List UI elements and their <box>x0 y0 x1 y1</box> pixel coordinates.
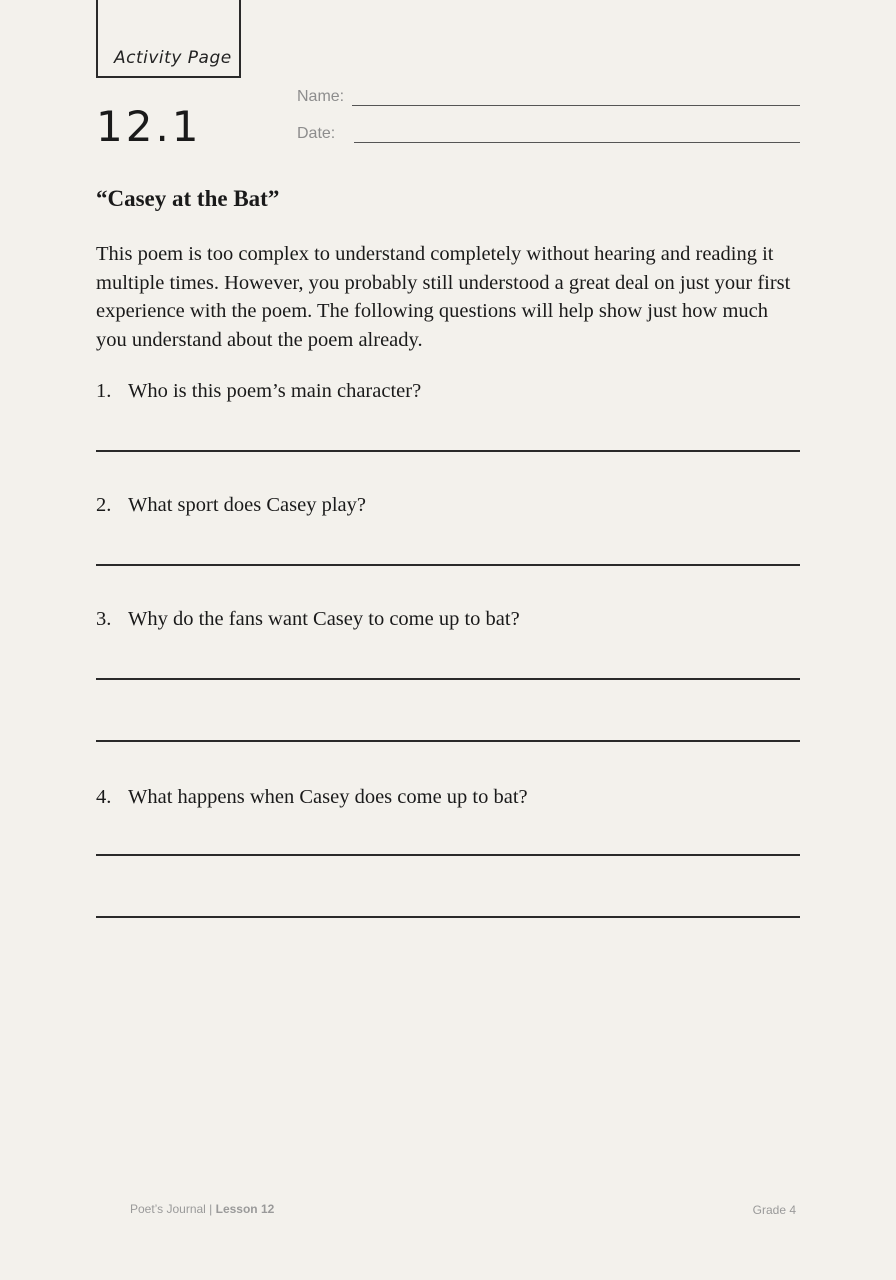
page-title: “Casey at the Bat” <box>96 186 280 211</box>
question-text: Why do the fans want Casey to come up to bat? <box>128 608 520 630</box>
name-line[interactable] <box>352 105 800 106</box>
name-label: Name: <box>297 88 345 105</box>
answer-line-1[interactable] <box>96 450 800 452</box>
intro-paragraph: This poem is too complex to understand completely without hearing and reading it multiple times. However, you probably still understood a great deal on just your first experience with the poem. The following questions will help show just how much you understand about the poem already. <box>96 243 791 351</box>
question-number: 3. <box>96 608 112 630</box>
answer-line-2[interactable] <box>96 564 800 566</box>
answer-line-3a[interactable] <box>96 678 800 680</box>
activity-page-box <box>96 0 241 78</box>
question-1 <box>96 380 421 403</box>
question-4 <box>96 786 528 809</box>
footer-grade: Grade 4 <box>752 1203 796 1217</box>
date-line[interactable] <box>354 142 800 143</box>
footer-book-title: Poet’s Journal | <box>130 1202 216 1216</box>
footer-lesson: Lesson 12 <box>215 1202 275 1216</box>
question-text: What happens when Casey does come up to bat? <box>128 786 528 808</box>
answer-line-3b[interactable] <box>96 740 800 742</box>
page-number: 12.1 <box>96 102 202 151</box>
activity-page-label: Activity Page <box>114 48 232 68</box>
name-field[interactable] <box>297 82 800 106</box>
question-text: Who is this poem’s main character? <box>128 380 422 402</box>
question-2 <box>96 494 366 517</box>
date-label: Date: <box>297 125 336 142</box>
question-text: What sport does Casey play? <box>128 494 366 516</box>
question-number: 1. <box>96 380 112 402</box>
answer-line-4b[interactable] <box>96 916 800 918</box>
footer-book <box>130 1202 274 1216</box>
answer-line-4a[interactable] <box>96 854 800 856</box>
question-number: 2. <box>96 494 112 516</box>
date-field[interactable] <box>297 119 800 143</box>
question-3 <box>96 608 520 631</box>
question-number: 4. <box>96 786 112 808</box>
